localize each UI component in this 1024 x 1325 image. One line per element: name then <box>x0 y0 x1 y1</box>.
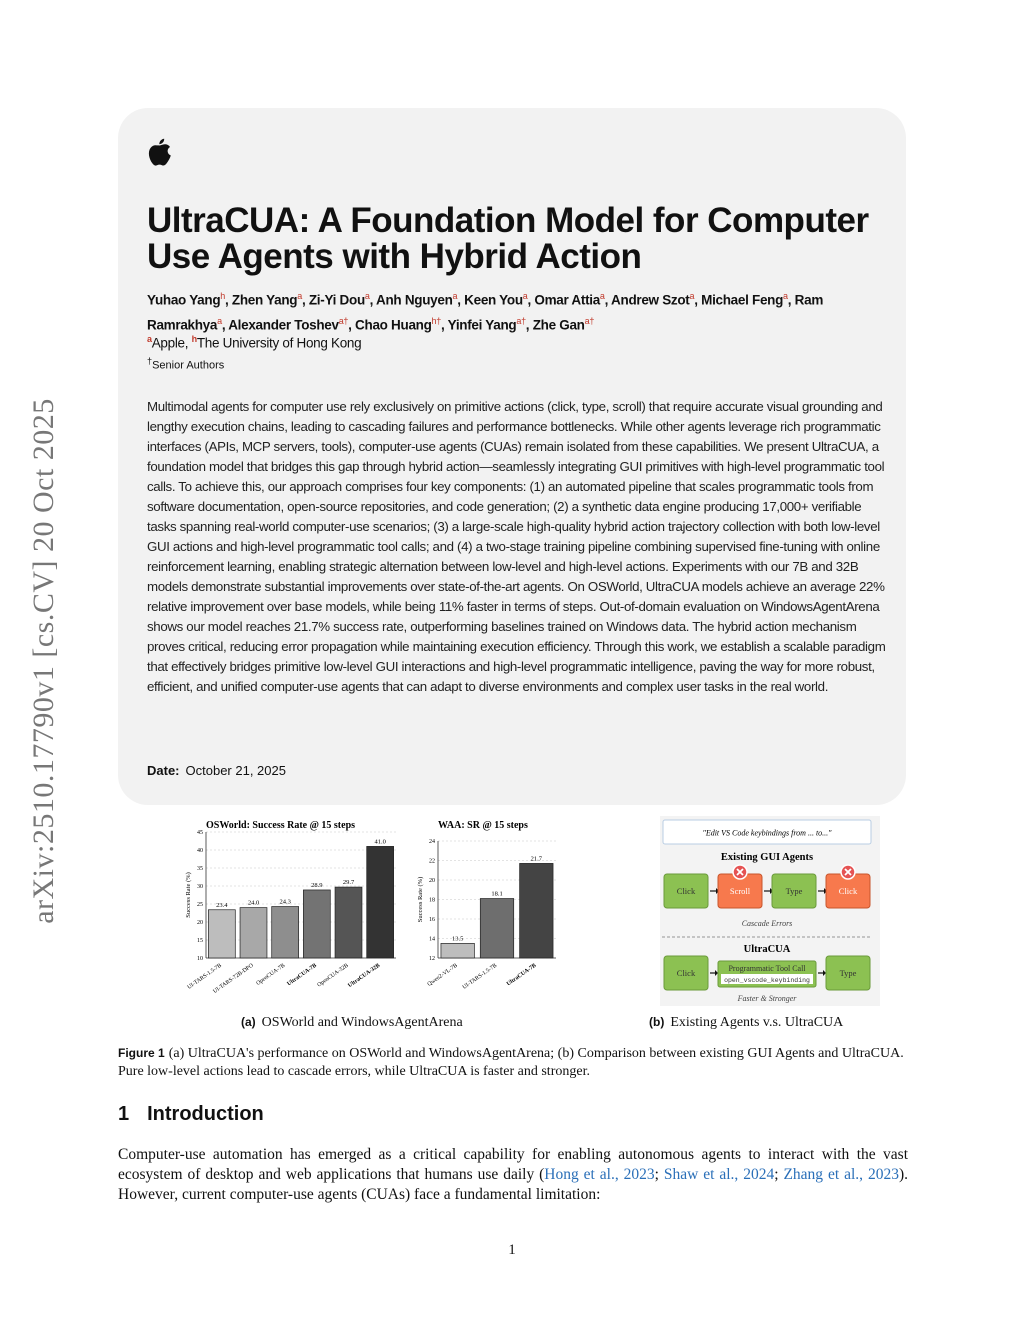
bar-value-label: 21.7 <box>530 855 543 863</box>
y-tick-label: 10 <box>197 956 203 962</box>
bar <box>441 943 474 958</box>
bar-value-label: 28.9 <box>311 881 323 889</box>
x-tick-label: UltraCUA-32B <box>347 962 382 990</box>
author-separator: , <box>301 292 309 308</box>
y-tick-label: 14 <box>429 936 435 943</box>
author-affiliation-mark: a <box>452 291 458 301</box>
intro-paragraph: Computer-use automation has emerged as a critical capability for enabling autonomous agents to interact with the vast ecosystem of desktop and web applications that humans use daily (Hong et al., 2023; Shaw et al., 2024; Zhang et al., 2023). However, current computer-use agents (CUAs) face a fundamental limitation: <box>118 1146 908 1203</box>
citation-link[interactable]: Hong et al., 2023 <box>544 1166 655 1183</box>
senior-authors-note: †Senior Authors <box>147 356 225 372</box>
x-tick-label: UltraCUA-7B <box>286 962 318 988</box>
author-affiliation-mark: a <box>297 291 302 301</box>
author-separator: , <box>787 292 795 308</box>
y-tick-label: 30 <box>197 884 203 890</box>
x-tick-label: OpenCUA-32B <box>316 962 350 989</box>
x-tick-label: UI-TARS-1.5-7B <box>461 962 499 991</box>
y-tick-label: 12 <box>429 956 435 962</box>
y-tick-label: 20 <box>429 878 435 884</box>
author-separator: , <box>457 292 465 308</box>
tool-call-label: Programmatic Tool Call <box>728 964 806 973</box>
apple-logo-icon <box>145 137 173 167</box>
author-separator: , <box>525 317 533 332</box>
y-tick-label: 45 <box>197 830 203 836</box>
y-tick-label: 16 <box>429 917 435 923</box>
bar-value-label: 41.0 <box>374 838 386 846</box>
ultracua-title: UltraCUA <box>743 944 791 955</box>
bar <box>208 910 235 958</box>
bar <box>335 887 362 958</box>
author-separator: , <box>694 292 702 308</box>
prompt-text: "Edit VS Code keybindings from ... to..." <box>702 828 832 838</box>
page-number: 1 <box>508 1242 516 1258</box>
section-heading: 1 Introduction <box>118 1103 264 1125</box>
cascade-errors-note: Cascade Errors <box>741 919 793 928</box>
y-axis-label: Success Rate (%) <box>417 876 424 923</box>
ultra-step-label: Type <box>839 968 857 978</box>
author-separator: , <box>348 317 356 332</box>
bar-value-label: 18.1 <box>491 890 503 898</box>
author-affiliation-mark: a <box>783 291 788 301</box>
bar <box>367 846 394 958</box>
author-separator: , <box>225 292 232 308</box>
x-tick-label: UI-TARS-72B-DPO <box>212 962 255 995</box>
chart-title: WAA: SR @ 15 steps <box>438 820 528 831</box>
author-separator: , <box>527 292 535 308</box>
author-affiliation-mark: h† <box>431 315 441 326</box>
waa-bar-chart <box>410 815 560 1005</box>
bar-value-label: 29.7 <box>342 879 355 887</box>
author-name: Yinfei Yang <box>447 317 517 332</box>
error-x-icon <box>841 865 855 879</box>
ultra-step-label: Click <box>676 968 696 978</box>
author-separator: , <box>604 292 612 308</box>
figure-caption: Figure 1 (a) UltraCUA's performance on OSWorld and WindowsAgentArena; (b) Comparison between existing GUI Agents and UltraCUA. Pure low-level actions lead to cascade errors, while UltraCUA is faster and stronger. <box>118 1046 904 1079</box>
hybrid-action-diagram <box>660 816 880 1006</box>
author-separator: , <box>440 317 448 332</box>
arxiv-stamp: arXiv:2510.17790v1 [cs.CV] 20 Oct 2025 <box>27 398 60 924</box>
author-affiliation-mark: a <box>217 315 222 326</box>
author-name: Omar Attia <box>534 292 600 308</box>
publication-date: Date: October 21, 2025 <box>147 763 286 778</box>
author-name: Zhen Yang <box>231 292 298 308</box>
paper-title: UltraCUA: A Foundation Model for Computer Use Agents with Hybrid Action <box>147 201 869 276</box>
y-tick-label: 40 <box>197 848 203 854</box>
citation-link[interactable]: Zhang et al., 2023 <box>783 1166 899 1183</box>
author-affiliation-mark: a <box>364 291 370 301</box>
bar-value-label: 24.3 <box>279 898 291 906</box>
bar <box>240 908 267 958</box>
existing-agents-title: Existing GUI Agents <box>720 852 814 863</box>
author-affiliation-mark: a <box>689 291 695 301</box>
abstract: Multimodal agents for computer use rely exclusively on primitive actions (click, type, scroll) that require accurate visual grounding and lengthy execution chains, leading to cascading failures and performance bottlenecks. While other agents leverage rich programmatic interfaces (APIs, MCP servers, tools), computer-use agents (CUAs) remain isolated from these capabilities. We present UltraCUA, a foundation model that bridges this gap through hybrid action—seamlessly integrating GUI primitives with high-level programmatic tool calls. To achieve this, our approach comprises four key components: (1) an automated pipeline that scales programmatic tools from software documentation, open-source repositories, and code generation; (2) a synthetic data engine producing 17,000+ verifiable tasks spanning real-world computer-use scenarios; (3) a large-scale high-quality hybrid action trajectory collection with both low-level GUI actions and high-level programmatic tool calls; and (4) a two-stage training pipeline combining supervised fine-tuning with online reinforcement learning, enabling strategic alternation between low-level and high-level actions. Experiments with our 7B and 32B models demonstrate substantial improvements over state-of-the-art agents. On OSWorld, UltraCUA models achieve an average 22% relative improvement over base models, while being 11% faster in terms of steps. Out-of-domain evaluation on WindowsAgentArena shows our model reaches 21.7% success rate, outperforming baselines trained on Windows data. The hybrid action mechanism proves critical, reducing error propagation while maintaining execution efficiency. Through this work, we establish a scalable paradigm that effectively bridges primitive low-level GUI interactions and high-level programmatic intelligence, paving the way for more robust, efficient, and unified computer-use agents that can adapt to diverse environments and complex user tasks in the real world. <box>147 399 886 694</box>
author-name: Anh Nguyen <box>376 292 453 308</box>
existing-step-label: Scroll <box>729 886 751 896</box>
y-tick-label: 35 <box>197 866 203 872</box>
x-tick-label: Qwen2-VL-7B <box>426 962 459 988</box>
bar <box>303 890 330 958</box>
faster-stronger-note: Faster & Stronger <box>737 994 797 1003</box>
error-x-icon <box>733 865 747 879</box>
y-tick-label: 20 <box>197 920 203 926</box>
bar <box>480 899 513 958</box>
bar <box>272 907 299 958</box>
existing-step-label: Type <box>785 886 803 896</box>
author-affiliation-mark: a <box>522 291 528 301</box>
y-tick-label: 15 <box>197 938 203 944</box>
bar-value-label: 24.0 <box>247 899 260 907</box>
y-tick-label: 25 <box>197 902 203 908</box>
bar-value-label: 23.4 <box>216 901 228 909</box>
existing-step-label: Click <box>676 886 696 896</box>
author-name: Andrew Szot <box>611 292 690 308</box>
bar-value-label: 13.5 <box>451 935 464 943</box>
author-affiliation-mark: a† <box>516 315 526 326</box>
subcaption-b: (b) Existing Agents v.s. UltraCUA <box>649 1015 844 1030</box>
author-name: Michael Feng <box>701 292 784 308</box>
author-separator: , <box>221 317 229 332</box>
author-name: Yuhao Yang <box>147 292 221 308</box>
author-affiliation-mark: a† <box>338 315 349 326</box>
x-tick-label: UI-TARS-1.5-7B <box>186 962 223 991</box>
author-list <box>147 286 887 335</box>
author-name: Zi-Yi Dou <box>308 292 365 308</box>
existing-step-label: Click <box>838 886 858 896</box>
author-name: Chao Huang <box>355 317 432 332</box>
bar <box>520 863 553 958</box>
y-axis-label: Success Rate (%) <box>185 872 192 918</box>
citation-link[interactable]: Shaw et al., 2024 <box>663 1166 775 1183</box>
author-affiliation-mark: a <box>599 291 605 301</box>
osworld-bar-chart <box>180 815 400 1005</box>
y-tick-label: 18 <box>429 897 435 904</box>
author-affiliation-mark: a† <box>584 315 595 326</box>
x-tick-label: OpenCUA-7B <box>255 962 287 987</box>
y-tick-label: 24 <box>429 839 435 845</box>
x-tick-label: UltraCUA-7B <box>505 962 538 988</box>
author-name: Zhe Gan <box>532 317 585 332</box>
author-affiliation-mark: h <box>220 291 225 301</box>
author-separator: , <box>369 292 377 308</box>
author-name: Keen You <box>464 292 523 308</box>
affiliations: $^a$Apple, $^h$The University of Hong Kong <box>147 334 362 351</box>
subcaption-a: (a) OSWorld and WindowsAgentArena <box>241 1015 463 1030</box>
y-tick-label: 22 <box>429 858 435 865</box>
author-name: Ram Ramrakhya <box>147 292 824 332</box>
author-name: Alexander Toshev <box>228 317 339 332</box>
chart-title: OSWorld: Success Rate @ 15 steps <box>206 820 356 831</box>
tool-name-label: open_vscode_keybinding <box>724 977 810 984</box>
